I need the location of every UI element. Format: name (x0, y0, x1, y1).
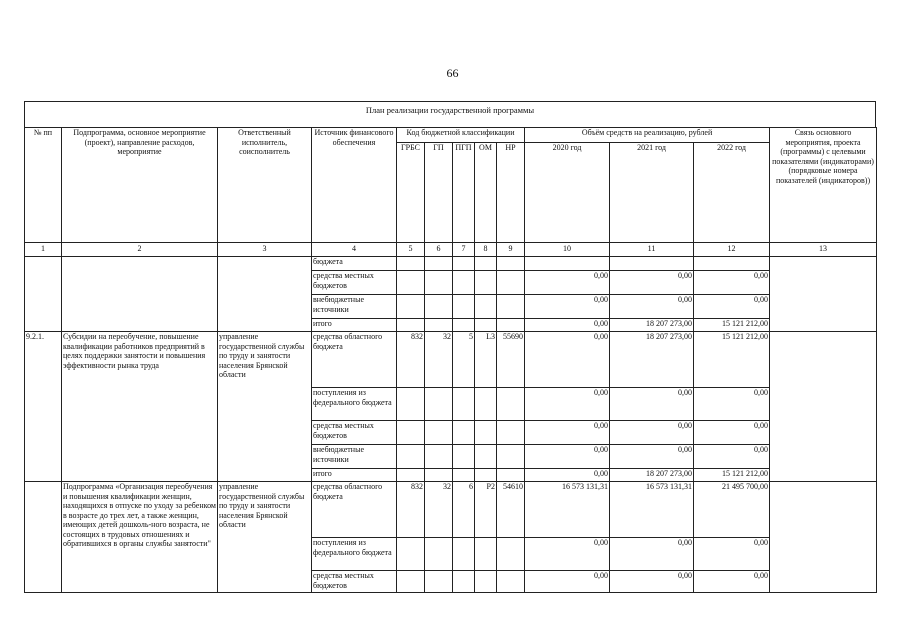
value-2020: 0,00 (525, 571, 610, 593)
col-number: 10 (525, 243, 610, 257)
row-number: 9.2.1. (25, 332, 62, 482)
header-no: № пп (25, 128, 62, 243)
value-2022: 15 121 212,00 (694, 332, 770, 388)
table-row (25, 482, 877, 538)
code-gp: 32 (425, 332, 453, 388)
value-2021 (610, 257, 694, 271)
value-2020: 0,00 (525, 295, 610, 319)
col-number: 2 (62, 243, 218, 257)
col-number: 4 (312, 243, 397, 257)
plan-table (24, 127, 877, 593)
header-2021: 2021 год (610, 143, 694, 243)
value-2021: 0,00 (610, 388, 694, 421)
value-2021: 18 207 273,00 (610, 332, 694, 388)
source-cell: поступления из федерального бюджета (312, 538, 397, 571)
value-2022: 0,00 (694, 538, 770, 571)
header-executor: Ответственный исполнитель, соисполнитель (218, 128, 312, 243)
col-number: 12 (694, 243, 770, 257)
value-2022: 0,00 (694, 271, 770, 295)
source-cell: поступления из федерального бюджета (312, 388, 397, 421)
source-cell: внебюджетные источники (312, 445, 397, 469)
value-2021: 0,00 (610, 445, 694, 469)
value-2022: 0,00 (694, 388, 770, 421)
source-cell: внебюджетные источники (312, 295, 397, 319)
col-number: 3 (218, 243, 312, 257)
code-pgp: 6 (453, 482, 475, 538)
header-volume: Объём средств на реализацию, рублей (525, 128, 770, 143)
source-cell: бюджета (312, 257, 397, 271)
table-row (25, 332, 877, 388)
code-grbs: 832 (397, 332, 425, 388)
source-cell: средства областного бюджета (312, 482, 397, 538)
value-2021: 0,00 (610, 271, 694, 295)
col-number: 11 (610, 243, 694, 257)
code-pgp: 5 (453, 332, 475, 388)
page-number: 66 (446, 66, 459, 80)
header-pgp: ПГП (453, 143, 475, 243)
value-2020: 0,00 (525, 445, 610, 469)
value-2020: 0,00 (525, 421, 610, 445)
header-source: Источник финансового обеспечения (312, 128, 397, 243)
header-budget-code: Код бюджетной классификации (397, 128, 525, 143)
value-2021: 0,00 (610, 571, 694, 593)
value-2022: 21 495 700,00 (694, 482, 770, 538)
value-2022: 15 121 212,00 (694, 469, 770, 482)
row-number (25, 482, 62, 593)
header-link: Связь основного мероприятия, проекта (программы) с целевыми показателями (индикаторами) (порядковые номера показателей (индикаторов)) (770, 128, 877, 243)
value-2021: 16 573 131,31 (610, 482, 694, 538)
source-cell: средства местных бюджетов (312, 421, 397, 445)
source-cell: средства областного бюджета (312, 332, 397, 388)
value-2020: 16 573 131,31 (525, 482, 610, 538)
value-2022: 15 121 212,00 (694, 319, 770, 332)
value-2022 (694, 257, 770, 271)
header-2022: 2022 год (694, 143, 770, 243)
header-np: НР (497, 143, 525, 243)
value-2020: 0,00 (525, 538, 610, 571)
value-2022: 0,00 (694, 445, 770, 469)
code-np: 55690 (497, 332, 525, 388)
value-2020: 0,00 (525, 469, 610, 482)
header-gp: ГП (425, 143, 453, 243)
header-2020: 2020 год (525, 143, 610, 243)
header-grbs: ГРБС (397, 143, 425, 243)
code-om: L3 (475, 332, 497, 388)
col-number: 6 (425, 243, 453, 257)
plan-title: План реализации государственной программы (24, 101, 876, 128)
value-2020 (525, 257, 610, 271)
value-2020: 0,00 (525, 271, 610, 295)
table-row (25, 257, 877, 271)
value-2020: 0,00 (525, 388, 610, 421)
source-cell: итого (312, 319, 397, 332)
program-name: Подпрограмма «Организация переобучения и повышения квалификации женщин, находящихся в отпуске по уходу за ребенком в возрасте до трех лет, а также женщин, имеющих детей дошколь-ного возраста, не состоящих в трудовых отношениях и обратившихся в органы службы занятости" (62, 482, 218, 593)
executor: управление государственной службы по труду и занятости населения Брянской области (218, 482, 312, 593)
value-2021: 0,00 (610, 295, 694, 319)
col-number: 8 (475, 243, 497, 257)
code-np: 54610 (497, 482, 525, 538)
code-gp: 32 (425, 482, 453, 538)
value-2022: 0,00 (694, 295, 770, 319)
value-2020: 0,00 (525, 319, 610, 332)
header-program: Подпрограмма, основное мероприятие (проект), направление расходов, мероприятие (62, 128, 218, 243)
value-2021: 0,00 (610, 421, 694, 445)
value-2022: 0,00 (694, 571, 770, 593)
value-2020: 0,00 (525, 332, 610, 388)
source-cell: средства местных бюджетов (312, 571, 397, 593)
source-cell: итого (312, 469, 397, 482)
value-2021: 18 207 273,00 (610, 469, 694, 482)
program-name: Субсидии на переобучение, повышение квалификации работников предприятий в целях поддержки занятости и повышения эффективности рынка труда (62, 332, 218, 482)
value-2021: 18 207 273,00 (610, 319, 694, 332)
source-cell: средства местных бюджетов (312, 271, 397, 295)
col-number: 5 (397, 243, 425, 257)
value-2022: 0,00 (694, 421, 770, 445)
code-grbs: 832 (397, 482, 425, 538)
col-number: 7 (453, 243, 475, 257)
value-2021: 0,00 (610, 538, 694, 571)
code-om: P2 (475, 482, 497, 538)
col-number: 1 (25, 243, 62, 257)
header-om: ОМ (475, 143, 497, 243)
executor: управление государственной службы по труду и занятости населения Брянской области (218, 332, 312, 482)
col-number: 13 (770, 243, 877, 257)
col-number: 9 (497, 243, 525, 257)
